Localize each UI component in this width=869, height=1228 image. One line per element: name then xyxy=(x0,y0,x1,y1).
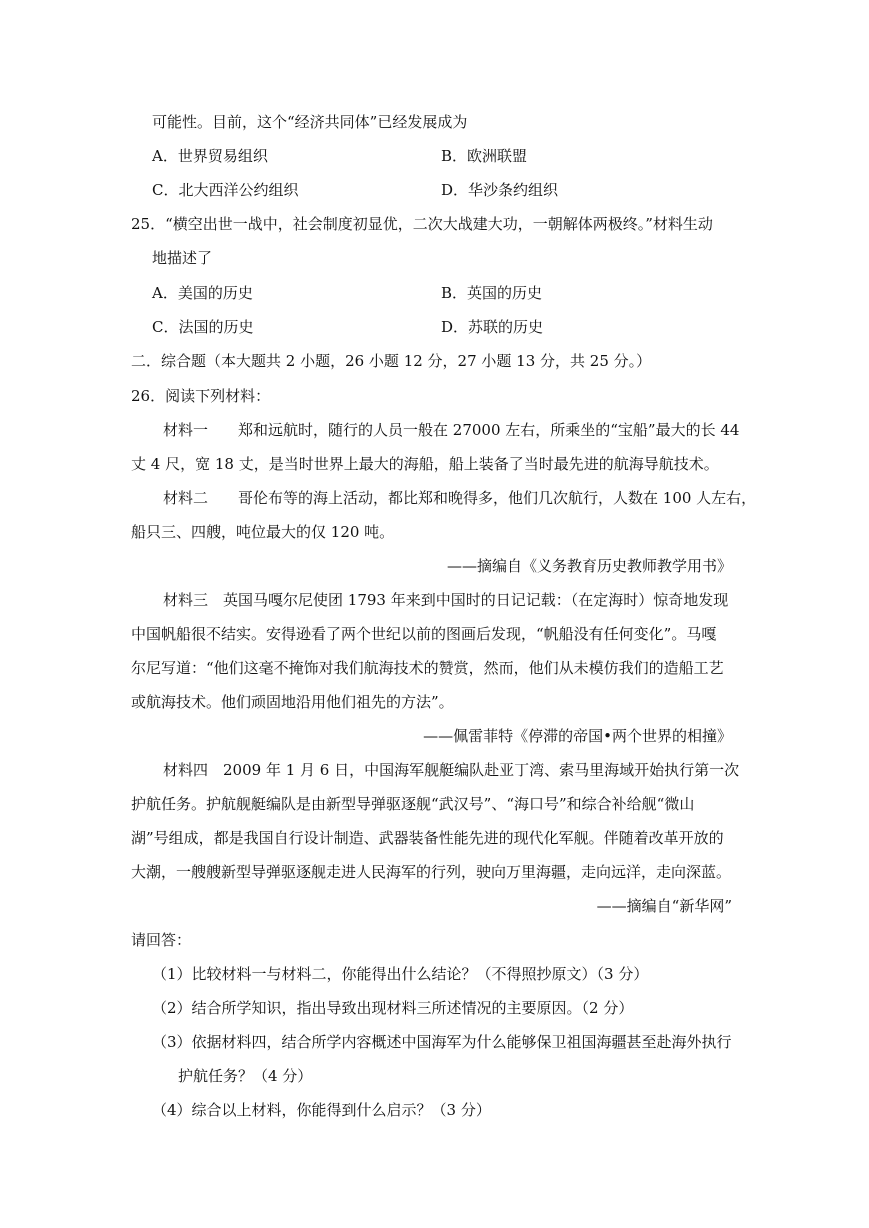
q24-option-d: D．华沙条约组织 xyxy=(441,181,559,199)
material-4-line3: 湖”号组成，都是我国自行设计制造、武器装备性能先进的现代化军舰。伴随着改革开放的 xyxy=(131,829,724,847)
q24-stem: 可能性。目前，这个“经济共同体”已经发展成为 xyxy=(152,113,468,131)
answer-prompt: 请回答： xyxy=(131,931,192,949)
q26-intro: 26．阅读下列材料： xyxy=(131,387,271,405)
material-2-source: ——摘编自《义务教育历史教师教学用书》 xyxy=(446,557,732,575)
material-3-line2: 中国帆船很不结实。安得逊看了两个世纪以前的图画后发现，“帆船没有任何变化”。马嘎 xyxy=(131,625,717,643)
material-3-line4: 或航海技术。他们顽固地沿用他们祖先的方法”。 xyxy=(131,693,454,711)
q25-option-b: B．英国的历史 xyxy=(441,284,543,302)
sub-question-4: （4）综合以上材料，你能得到什么启示？（3 分） xyxy=(152,1101,491,1119)
material-1-line1: 材料一 郑和远航时，随行的人员一般在 27000 左右，所乘坐的“宝船”最大的长 44 xyxy=(163,421,740,439)
q24-option-c: C．北大西洋公约组织 xyxy=(152,181,299,199)
material-1-line2: 丈 4 尺，宽 18 丈，是当时世界上最大的海船，船上装备了当时最先进的航海导航技术。 xyxy=(131,455,719,473)
material-4-line1: 材料四 2009 年 1 月 6 日，中国海军舰艇编队赴亚丁湾、索马里海域开始执行第一次 xyxy=(163,761,740,779)
q24-option-a: A．世界贸易组织 xyxy=(152,147,268,165)
sub-question-2: （2）结合所学知识，指出导致出现材料三所述情况的主要原因。（2 分） xyxy=(152,999,634,1017)
q25-option-d: D．苏联的历史 xyxy=(441,318,544,336)
q25-stem-line1: 25．“横空出世一战中，社会制度初显优，二次大战建大功，一朝解体两极终。”材料生动 xyxy=(131,215,713,233)
sub-question-1: （1）比较材料一与材料二，你能得出什么结论？（不得照抄原文）（3 分） xyxy=(152,965,649,983)
q25-option-a: A．美国的历史 xyxy=(152,284,253,302)
material-2-line2: 船只三、四艘，吨位最大的仅 120 吨。 xyxy=(131,523,395,541)
q25-stem-line2: 地描述了 xyxy=(152,249,213,267)
material-3-source: ——佩雷菲特《停滞的帝国•两个世界的相撞》 xyxy=(423,727,732,745)
material-3-line3: 尔尼写道：“他们这毫不掩饰对我们航海技术的赞赏，然而，他们从未模仿我们的造船工艺 xyxy=(131,659,724,677)
material-4-line4: 大潮，一艘艘新型导弹驱逐舰走进人民海军的行列，驶向万里海疆，走向远洋，走向深蓝。 xyxy=(131,863,732,881)
sub-question-3-line1: （3）依据材料四，结合所学内容概述中国海军为什么能够保卫祖国海疆甚至赴海外执行 xyxy=(152,1033,732,1051)
q25-option-c: C．法国的历史 xyxy=(152,318,254,336)
section-2-heading: 二．综合题（本大题共 2 小题，26 小题 12 分，27 小题 13 分，共 25 分。） xyxy=(131,352,652,370)
material-4-source: ——摘编自“新华网” xyxy=(596,897,732,915)
material-3-line1: 材料三 英国马嘎尔尼使团 1793 年来到中国时的日记记载：（在定海时）惊奇地发现 xyxy=(163,591,729,609)
material-4-line2: 护航任务。护航舰艇编队是由新型导弹驱逐舰“武汉号”、“海口号”和综合补给舰“微山 xyxy=(131,795,695,813)
material-2-line1: 材料二 哥伦布等的海上活动，都比郑和晚得多，他们几次航行，人数在 100 人左右， xyxy=(163,489,757,507)
q24-option-b: B．欧洲联盟 xyxy=(441,147,528,165)
sub-question-3-line2: 护航任务？（4 分） xyxy=(178,1067,313,1085)
